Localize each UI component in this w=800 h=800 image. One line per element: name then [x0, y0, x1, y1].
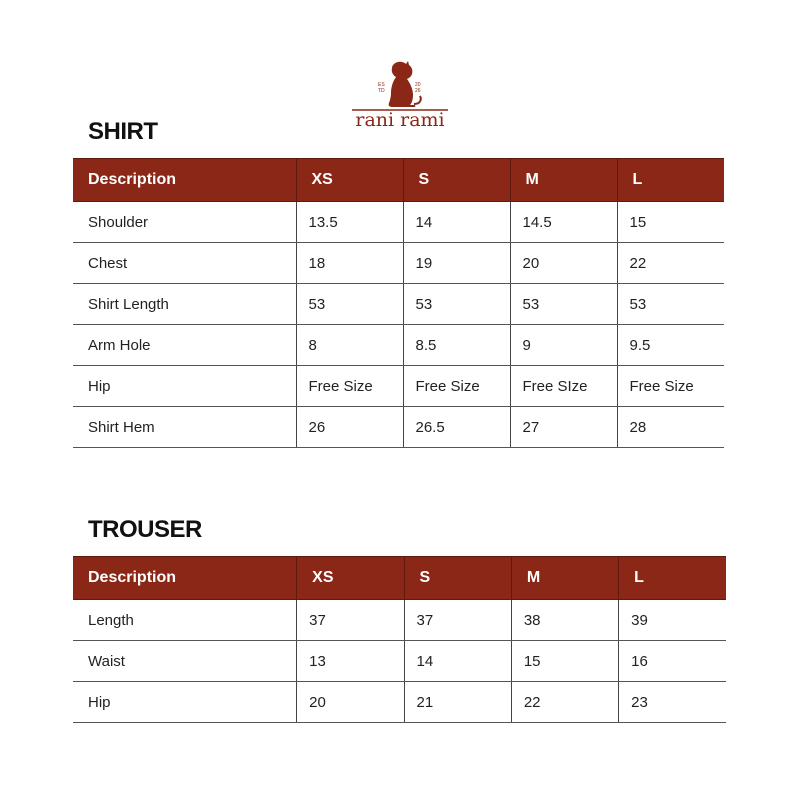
- shirt-section-title: SHIRT: [88, 118, 158, 145]
- size-value: 21: [404, 682, 511, 723]
- size-value: 9.5: [617, 325, 724, 366]
- row-description: Hip: [73, 682, 297, 723]
- table-header-row: [73, 159, 724, 202]
- size-value: 53: [510, 284, 617, 325]
- row-description: Shirt Hem: [73, 407, 296, 448]
- size-value: Free Size: [403, 366, 510, 407]
- header-description: Description: [73, 159, 296, 202]
- header-size-xs: XS: [297, 557, 404, 600]
- size-value: 28: [617, 407, 724, 448]
- brand-name: rani rami: [355, 109, 445, 131]
- table-row: [73, 284, 724, 325]
- size-value: 53: [403, 284, 510, 325]
- size-value: 18: [296, 243, 403, 284]
- tiger-icon: [348, 58, 452, 132]
- size-value: 14: [403, 202, 510, 243]
- size-value: 13.5: [296, 202, 403, 243]
- table-row: [73, 682, 726, 723]
- size-value: 8.5: [403, 325, 510, 366]
- header-size-l: L: [619, 557, 726, 600]
- size-value: 39: [619, 600, 726, 641]
- table-header-row: [73, 557, 726, 600]
- size-value: 14: [404, 641, 511, 682]
- row-description: Shoulder: [73, 202, 296, 243]
- size-value: 22: [511, 682, 618, 723]
- est-left-1: ES: [378, 82, 385, 88]
- est-left-2: TD: [378, 88, 385, 94]
- header-size-l: L: [617, 159, 724, 202]
- table-row: [73, 366, 724, 407]
- header-description: Description: [73, 557, 297, 600]
- size-value: 14.5: [510, 202, 617, 243]
- table-row: [73, 641, 726, 682]
- size-value: 37: [404, 600, 511, 641]
- table-row: [73, 407, 724, 448]
- row-description: Chest: [73, 243, 296, 284]
- row-description: Hip: [73, 366, 296, 407]
- table-row: [73, 243, 724, 284]
- row-description: Waist: [73, 641, 297, 682]
- size-value: Free SIze: [510, 366, 617, 407]
- size-value: 8: [296, 325, 403, 366]
- row-description: Length: [73, 600, 297, 641]
- size-value: Free Size: [617, 366, 724, 407]
- header-size-s: S: [404, 557, 511, 600]
- header-size-xs: XS: [296, 159, 403, 202]
- row-description: Arm Hole: [73, 325, 296, 366]
- size-value: 26.5: [403, 407, 510, 448]
- size-value: 26: [296, 407, 403, 448]
- size-value: 15: [511, 641, 618, 682]
- est-right-2: 26: [415, 88, 421, 94]
- est-right-1: 20: [415, 82, 421, 88]
- size-value: 37: [297, 600, 404, 641]
- shirt-size-table: [73, 158, 724, 448]
- size-value: 9: [510, 325, 617, 366]
- brand-logo: [348, 58, 452, 132]
- size-value: 53: [296, 284, 403, 325]
- table-row: [73, 600, 726, 641]
- trouser-section-title: TROUSER: [88, 516, 202, 543]
- size-value: 27: [510, 407, 617, 448]
- size-value: 15: [617, 202, 724, 243]
- size-value: 13: [297, 641, 404, 682]
- header-size-m: M: [510, 159, 617, 202]
- trouser-size-table: [73, 556, 726, 723]
- size-value: 16: [619, 641, 726, 682]
- header-size-m: M: [511, 557, 618, 600]
- table-row: [73, 202, 724, 243]
- size-value: 53: [617, 284, 724, 325]
- size-value: Free Size: [296, 366, 403, 407]
- size-value: 19: [403, 243, 510, 284]
- size-value: 38: [511, 600, 618, 641]
- table-row: [73, 325, 724, 366]
- size-value: 20: [510, 243, 617, 284]
- row-description: Shirt Length: [73, 284, 296, 325]
- header-size-s: S: [403, 159, 510, 202]
- size-value: 23: [619, 682, 726, 723]
- size-value: 20: [297, 682, 404, 723]
- size-value: 22: [617, 243, 724, 284]
